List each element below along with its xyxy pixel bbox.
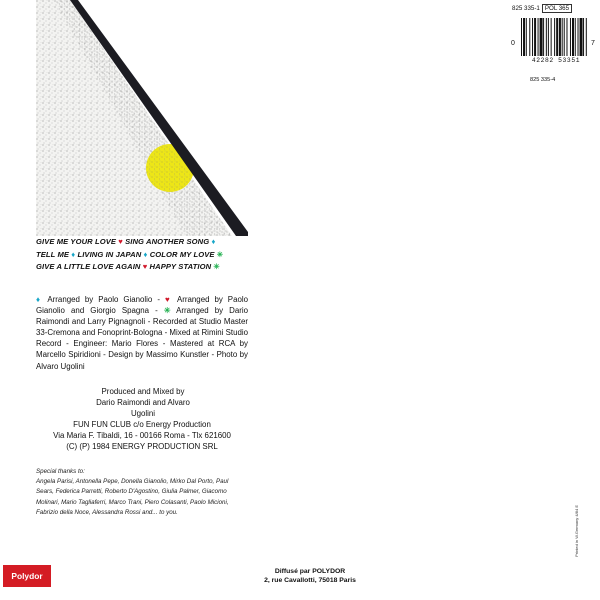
thanks-body: Angela Parisi, Antonella Pepe, Donella Gianolio, Mirko Dal Porto, Paul Sears, Federica Parretti, Roberto D'Agostino, Giulia Palmer, Giacomo Molinari, Mario Tagliaferri, Marco Trani, Piero Colasanti, Paolo Micioni, Fabrizio della Noce, Alessandra Rossi and... to you. bbox=[36, 478, 229, 516]
distributor-line: Diffusé par POLYDOR bbox=[274, 568, 346, 575]
tracklist bbox=[36, 236, 246, 274]
barcode-right-digit: 7 bbox=[591, 40, 595, 47]
tracklist-row bbox=[36, 236, 246, 249]
tracklist-row bbox=[36, 261, 246, 274]
track-title: HAPPY STATION bbox=[149, 262, 212, 271]
polydor-logo: Polydor bbox=[3, 565, 51, 587]
barcode-digits: 42282 53351 bbox=[531, 57, 581, 64]
cyan-diamond-icon: ♦ bbox=[143, 249, 148, 259]
track-title: SING ANOTHER SONG bbox=[125, 237, 210, 246]
printing-info: Printed in W.Germany 4/84 E bbox=[574, 505, 579, 557]
tracklist-row bbox=[36, 249, 246, 262]
thanks-heading: Special thanks to: bbox=[36, 468, 85, 475]
cyan-diamond-icon: ♦ bbox=[71, 249, 76, 259]
red-heart-icon: ♥ bbox=[118, 237, 123, 246]
distributor-address: 2, rue Cavallotti, 75018 Paris bbox=[264, 577, 356, 584]
label-address bbox=[36, 419, 248, 452]
cover-artwork bbox=[36, 0, 248, 236]
credits-paragraph bbox=[36, 294, 248, 372]
barcode-left-digit: 0 bbox=[511, 40, 515, 47]
barcode-bars bbox=[521, 18, 591, 58]
track-title: GIVE A LITTLE LOVE AGAIN bbox=[36, 262, 141, 271]
secondary-code: 825 335-4 bbox=[530, 77, 556, 83]
track-title: TELL ME bbox=[36, 249, 70, 259]
red-heart-icon: ♥ bbox=[142, 262, 148, 271]
green-star-icon: ✳ bbox=[213, 262, 220, 271]
cyan-diamond-icon: ♦ bbox=[211, 237, 216, 246]
red-heart-icon: ♥ bbox=[164, 295, 173, 304]
barcode bbox=[511, 18, 597, 78]
track-title: COLOR MY LOVE bbox=[149, 249, 215, 259]
cyan-diamond-icon: ♦ bbox=[36, 295, 43, 304]
distributor-info bbox=[230, 567, 390, 585]
address-line: Via Maria F. Tibaldi, 16 - 00166 Roma - Tlx 621600 bbox=[53, 431, 231, 441]
credits-text: Arranged by Paolo Gianolio - bbox=[47, 295, 165, 304]
special-thanks bbox=[36, 467, 246, 518]
producer-line: Dario Raimondi and Alvaro Ugolini bbox=[96, 398, 190, 419]
producer-line: Produced and Mixed by bbox=[101, 387, 185, 396]
producer-credit bbox=[88, 386, 198, 419]
track-title: LIVING IN JAPAN bbox=[77, 249, 142, 259]
credits-text: Arranged by Paolo Gianolio and Giorgio Spagna - bbox=[36, 295, 248, 316]
address-line: FUN FUN CLUB c/o Energy Production bbox=[73, 420, 211, 429]
green-star-icon: ✳ bbox=[163, 306, 171, 316]
catalog-id: 825 335-1 bbox=[512, 5, 540, 12]
price-code-box: POL 365 bbox=[542, 4, 572, 13]
credits-text: Arranged by Dario Raimondi and Larry Pignagnoli - Recorded at Studio Master 33-Cremona and Fonoprint-Bologna - Mixed at Rimini Studio Record - Engineer: Mario Flores - Mastered at RCA by Marcello Spiridioni - Design by Massimo Kunstler - Photo by Alvaro Ugolini bbox=[36, 306, 248, 371]
track-title: GIVE ME YOUR LOVE bbox=[36, 237, 117, 246]
green-star-icon: ✳ bbox=[216, 249, 224, 259]
catalog-number bbox=[512, 5, 572, 12]
copyright-line: (C) (P) 1984 ENERGY PRODUCTION SRL bbox=[66, 442, 218, 452]
